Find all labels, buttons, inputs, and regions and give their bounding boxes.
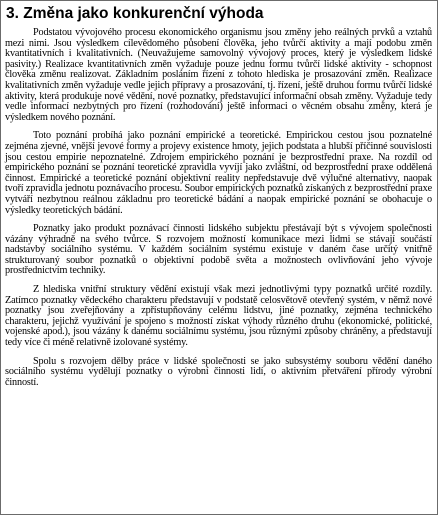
document-body xyxy=(1,23,437,388)
paragraph-2: Toto poznání probíhá jako poznání empirické a teoretické. Empirickou cestou jsou poznatelné zejména zjevné, vnější jevové formy a projevy existence hmoty, jejich podstata a hlubší příčinné souvislosti jsou cestou empirie nepoznatelné. Zdrojem empirického poznání je bezprostřední praxe. Na rozdíl od empirického poznání se poznání teoretické zpravidla vyvíjí jako zvláštní, od bezprostřední praxe oddělená činnost. Empirické a teoretické poznání objektivní reality nepředstavuje dvě výlučné alternativy, naopak tvoří zpravidla jednotu poznávacího procesu. Soubor empirických poznatků získaných z bezprostřední praxe vytváří nezbytnou reálnou základnu pro teoretické bádání a naopak empirické poznání se obohacuje o výsledky teoretických bádání. xyxy=(5,130,432,216)
paragraph-3: Poznatky jako produkt poznávací činnosti lidského subjektu přestávají být s vývojem společnosti vázány výhradně na svého tvůrce. S rozvojem možností komunikace mezi lidmi se stávají součástí nadstavby sociálního systému. V každém sociálním systému existuje v daném čase určitý vnitřně strukturovaný soubor poznatků o objektivní podobě světa a možnostech ovlivňování jeho vývoje prostřednictvím techniky. xyxy=(5,223,432,277)
paragraph-1: Podstatou vývojového procesu ekonomického organismu jsou změny jeho reálných prvků a vztahů mezi nimi. Jsou výsledkem cílevědomého působení člověka, jeho tvůrčí aktivity a mají podobu změn kvantitativních i kvalitativních. (Neuvažujeme samovolný vývojový proces, který je výsledkem lidské pasivity.) Realizace kvantitativních změn vyžaduje pouze jednu formu tvůrčí lidské aktivity - schopnost člověka změnu realizovat. Základním posláním řízení z tohoto hlediska je prosazování změn. Realizace kvalitativních změn vyžaduje vedle jejich přípravy a prosazování, tj. řízení, ještě druhou formu tvůrčí lidské aktivity, která produkuje nové vědění, nové poznatky, představující informační obsah změny. Vyžaduje tedy vedle informací nezbytných pro řízení (rozhodování) ještě informaci o věcném obsahu změny, která je výsledkem nového poznání. xyxy=(5,27,432,123)
paragraph-4: Z hlediska vnitřní struktury vědění existují však mezi jednotlivými typy poznatků určité rozdíly. Zatímco poznatky vědeckého charakteru představují v podstatě celosvětově otevřený systém, v němž nové poznatky jsou zveřejňovány a zpřístupňovány celému lidstvu, jiné poznatky, zejména technického charakteru, jejichž využívání je spojeno s možností získat výhody různého druhu (ekonomické, politické, vojenské apod.), jsou vázány k danému sociálnímu systému, jsou různými způsoby chráněny, a představují tedy více či méně relativně izolované systémy. xyxy=(5,284,432,349)
paragraph-5: Spolu s rozvojem dělby práce v lidské společnosti se jako subsystémy souboru vědění daného sociálního systému vydělují poznatky o výrobní činnosti lidí, o aktivním přetváření přírody výrobní činností. xyxy=(5,355,432,388)
section-heading: 3. Změna jako konkurenční výhoda xyxy=(6,5,264,22)
